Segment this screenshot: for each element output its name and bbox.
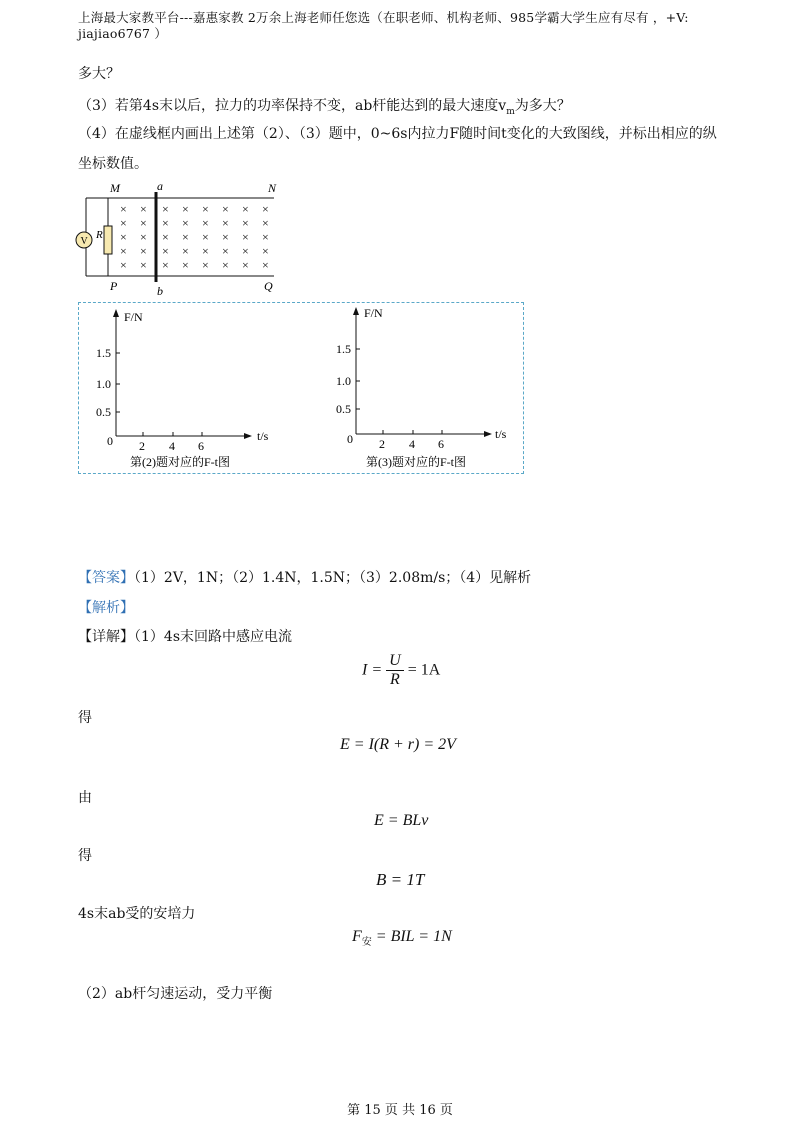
label-Q: Q (264, 279, 273, 293)
field-cross-mark: × (162, 244, 169, 258)
graph-3-xlabel: t/s (495, 427, 507, 441)
graph-3-ytick: 0.5 (336, 402, 351, 416)
graph-2-ytick: 1.0 (96, 377, 111, 391)
field-cross-mark: × (120, 202, 127, 216)
page-footer: 第 15 页 共 16 页 (347, 1103, 453, 1118)
graph-2 (96, 305, 286, 475)
analysis-tag: 【解析】 (78, 600, 134, 616)
field-cross-mark: × (242, 230, 249, 244)
label-b: b (157, 284, 163, 298)
question-3-end: 为多大？ (514, 98, 571, 114)
field-cross-mark: × (140, 230, 147, 244)
equation-field: B = 1T (376, 870, 425, 889)
field-cross-mark: × (202, 216, 209, 230)
detail-tag: 【详解】 (78, 629, 134, 645)
circuit-diagram (72, 178, 292, 298)
graph-2-xlabel: t/s (257, 429, 269, 443)
label-P: P (110, 279, 118, 293)
answer-tag: 【答案】 (78, 570, 134, 586)
label-R: R (96, 229, 103, 241)
graph-3 (336, 303, 526, 473)
header-line-1: 上海最大家教平台---嘉惠家教 2万余上海老师任您选（在职老师、机构老师、985学霸大学生应有尽有 ，+V: (78, 10, 689, 25)
field-cross-mark: × (162, 216, 169, 230)
text-you: 由 (78, 790, 92, 806)
field-cross-mark: × (222, 216, 229, 230)
field-cross-mark: × (202, 230, 209, 244)
field-cross-mark: × (242, 258, 249, 272)
eq5-rhs: = BIL = 1N (375, 928, 452, 945)
answer-line (78, 568, 531, 588)
magnetic-field (120, 202, 269, 272)
field-cross-mark: × (242, 202, 249, 216)
field-cross-mark: × (182, 202, 189, 216)
page-header (78, 10, 738, 42)
graph-3-origin: 0 (347, 432, 353, 446)
graph-2-origin: 0 (107, 434, 113, 448)
label-M: M (110, 181, 120, 195)
graph-2-ylabel: F/N (124, 310, 143, 324)
question-3-text: （3）若第4s末以后，拉力的功率保持不变，ab杆能达到的最大速度v (78, 98, 507, 114)
graph-3-xtick: 6 (438, 437, 444, 451)
field-cross-mark: × (182, 216, 189, 230)
graph-3-x-arrow (484, 431, 492, 437)
label-a: a (157, 179, 163, 193)
graph-2-xtick: 2 (139, 439, 145, 453)
eq1-rhs: = 1A (407, 661, 441, 679)
question-4-line-2: 坐标数值。 (78, 156, 148, 172)
field-cross-mark: × (140, 258, 147, 272)
graph-3-ytick: 1.0 (336, 374, 351, 388)
equation-ampere-force (352, 928, 452, 948)
field-cross-mark: × (262, 258, 269, 272)
equation-emf-blv: E = BLv (374, 812, 429, 829)
eq1-denominator: R (390, 671, 400, 688)
field-cross-mark: × (162, 258, 169, 272)
field-cross-mark: × (140, 216, 147, 230)
question-3-sub: m (506, 106, 515, 117)
field-cross-mark: × (222, 202, 229, 216)
label-N: N (268, 181, 277, 195)
equation-emf: E = I(R + r) = 2V (340, 736, 456, 753)
answer-text: （1）2V，1N；（2）1.4N，1.5N；（3）2.08m/s；（4）见解析 (134, 570, 532, 586)
question-3 (78, 96, 571, 122)
field-cross-mark: × (182, 244, 189, 258)
eq1-numerator: U (386, 652, 404, 671)
field-cross-mark: × (242, 216, 249, 230)
field-cross-mark: × (120, 244, 127, 258)
voltmeter-label: V (80, 236, 88, 247)
field-cross-mark: × (222, 244, 229, 258)
graph-2-y-arrow (113, 309, 119, 317)
question-continuation: 多大？ (78, 66, 120, 82)
field-cross-mark: × (140, 202, 147, 216)
field-cross-mark: × (202, 258, 209, 272)
field-cross-mark: × (262, 216, 269, 230)
header-line-2: jiajiao6767 ） (78, 26, 168, 41)
field-cross-mark: × (242, 244, 249, 258)
graph-2-ytick: 0.5 (96, 405, 111, 419)
graph-2-caption: 第(2)题对应的F-t图 (130, 455, 230, 469)
graph-2-ytick: 1.5 (96, 346, 111, 360)
field-cross-mark: × (222, 230, 229, 244)
text-force: 4s末ab受的安培力 (78, 906, 196, 922)
field-cross-mark: × (120, 230, 127, 244)
field-cross-mark: × (222, 258, 229, 272)
graph-2-xtick: 4 (169, 439, 175, 453)
graph-2-x-arrow (244, 433, 252, 439)
detail-line-1 (78, 627, 292, 647)
eq5-lhs: F (352, 928, 362, 945)
field-cross-mark: × (202, 202, 209, 216)
resistor-R (104, 226, 112, 254)
field-cross-mark: × (162, 202, 169, 216)
graph-3-caption: 第(3)题对应的F-t图 (366, 455, 466, 469)
field-cross-mark: × (182, 258, 189, 272)
field-cross-mark: × (162, 230, 169, 244)
detail-text: （1）4s末回路中感应电流 (134, 629, 292, 645)
field-cross-mark: × (202, 244, 209, 258)
field-cross-mark: × (262, 230, 269, 244)
question-4-line-1: （4）在虚线框内画出上述第（2）、（3）题中，0~6s内拉力F随时间t变化的大致图线，并标出相应的纵 (78, 126, 717, 142)
eq1-lhs: I = (362, 661, 383, 679)
field-cross-mark: × (120, 258, 127, 272)
field-cross-mark: × (120, 216, 127, 230)
graph-3-ytick: 1.5 (336, 342, 351, 356)
equation-current (362, 652, 440, 689)
eq5-sub: 安 (361, 937, 372, 949)
graph-2-xtick: 6 (198, 439, 204, 453)
text-de-2: 得 (78, 848, 92, 864)
graph-3-ylabel: F/N (364, 306, 383, 320)
text-de-1: 得 (78, 710, 92, 726)
graph-3-xtick: 4 (409, 437, 415, 451)
field-cross-mark: × (140, 244, 147, 258)
graph-3-y-arrow (353, 307, 359, 315)
detail-last-line: （2）ab杆匀速运动，受力平衡 (78, 986, 273, 1002)
eq1-fraction (386, 652, 404, 689)
field-cross-mark: × (182, 230, 189, 244)
field-cross-mark: × (262, 202, 269, 216)
graph-3-xtick: 2 (379, 437, 385, 451)
field-cross-mark: × (262, 244, 269, 258)
